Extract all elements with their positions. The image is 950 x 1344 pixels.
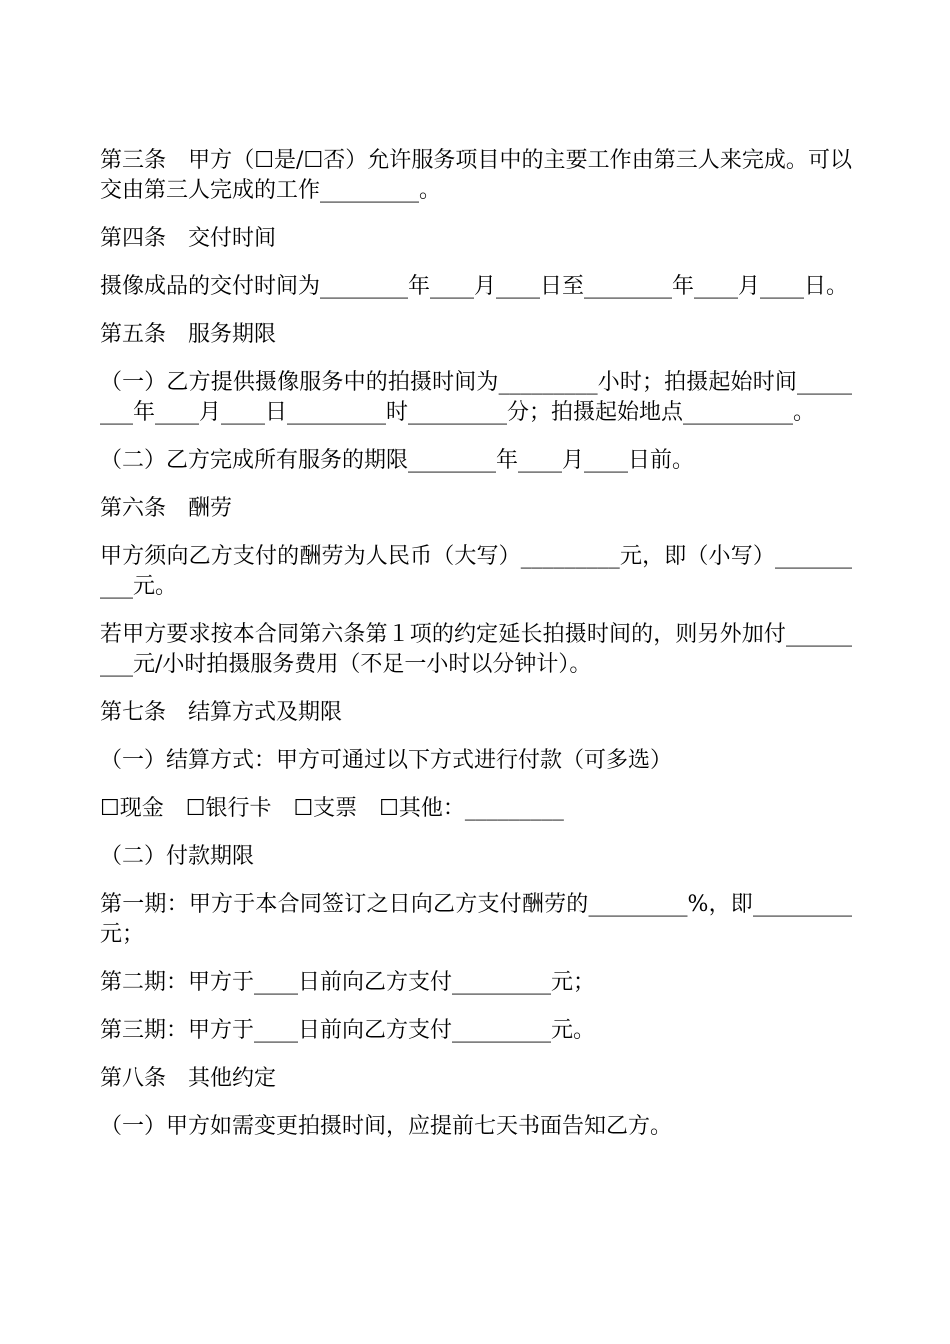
article-5-heading: 第五条 服务期限 xyxy=(100,322,277,347)
remuneration-text: 甲方须向乙方支付的酬劳为人民币（大写）_________元，即（小写）__________元。 xyxy=(100,544,852,599)
article-3-text: 第三条 甲方（☐是/☐否）允许服务项目中的主要工作由第三人来完成。可以交由第三人完成的工作_________。 xyxy=(100,148,852,203)
article-6-heading: 第六条 酬劳 xyxy=(100,496,233,521)
other-terms-item-1: （一）甲方如需变更拍摄时间，应提前七天书面告知乙方。 xyxy=(100,1114,673,1139)
article-4-heading: 第四条 交付时间 xyxy=(100,226,277,251)
payment-phase-2: 第二期：甲方于____日前向乙方支付_________元； xyxy=(100,970,596,995)
article-8-heading: 第八条 其他约定 xyxy=(100,1066,277,1091)
payment-method-intro: （一）结算方式：甲方可通过以下方式进行付款（可多选） xyxy=(100,748,673,773)
service-period-item-1: （一）乙方提供摄像服务中的拍摄时间为_________小时；拍摄起始时间________年____月____日_________时_________分；拍摄起始地点__________。 xyxy=(100,370,852,425)
payment-phase-3: 第三期：甲方于____日前向乙方支付_________元。 xyxy=(100,1018,596,1043)
article-7-heading: 第七条 结算方式及期限 xyxy=(100,700,343,725)
payment-phase-1: 第一期：甲方于本合同签订之日向乙方支付酬劳的_________%，即_________元； xyxy=(100,892,852,947)
contract-page xyxy=(100,146,852,1160)
service-period-item-2: （二）乙方完成所有服务的期限________年____月____日前。 xyxy=(100,448,695,473)
overtime-fee-text: 若甲方要求按本合同第六条第１项的约定延长拍摄时间的，则另外加付_________元/小时拍摄服务费用（不足一小时以分钟计）。 xyxy=(100,622,852,677)
payment-term-heading: （二）付款期限 xyxy=(100,844,255,869)
payment-method-options: ☐现金 ☐银行卡 ☐支票 ☐其他：_________ xyxy=(100,796,564,821)
delivery-time-text: 摄像成品的交付时间为________年____月____日至________年____月____日。 xyxy=(100,274,849,299)
